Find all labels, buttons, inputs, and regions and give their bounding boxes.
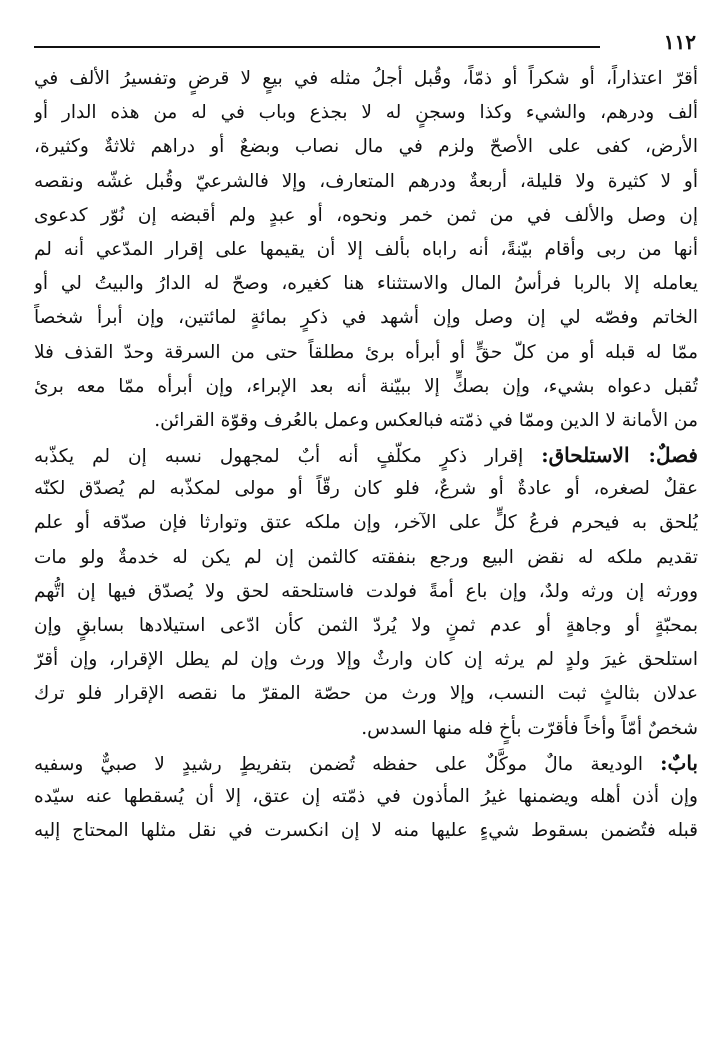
text-line: يُلحق به فيحرم فرعُ كلٍّ على الآخر، وإن ملكه عتق وتوارثا فإن صدّقه أو علم <box>34 512 698 534</box>
text-line <box>34 746 698 780</box>
text-line: أقرّ اعتذاراً، أو شكراً أو ذمّاً، وقُبل أجلُ مثله في بيعٍ لا قرضٍ وتفسيرُ الألف في <box>34 68 698 89</box>
text-line: عدلان بثالثٍ ثبت النسب، وإلا ورث من حصّة المقرّ ما نقصه الإقرار فلو ترك <box>34 683 698 705</box>
text-line <box>34 438 698 472</box>
text-line: من الأمانة لا الدين وممّا في ذمّته فبالعكس وعمل بالعُرف وقوّة القرائن. <box>154 409 698 431</box>
body-text <box>34 62 698 848</box>
text-span: الوديعة مالٌ موكَّلٌ على حفظه تُضمن بتفريطٍ رشيدٍ لا صبيٌّ وسفيه <box>34 753 643 775</box>
text-line: عقلٌ لصغره، أو عادةٌ أو شرعٌ، فلو كان رقّاً أو مولى لمكذّبه لم يُصدّق لكنّه <box>34 478 698 500</box>
text-line: بمحبّةٍ أو وجاهةٍ أو عدم ثمنٍ ولا يُردّ الثمن كأن ادّعى استيلادها بسابقٍ وإن <box>34 615 698 636</box>
text-line: تُقبل دعواه بشيء، وإن بصكٍّ إلا ببيّنة أنه بعد الإبراء، وإن أبرأه ممّا معه برئ <box>34 375 698 397</box>
text-line: الأرض، كفى على الأصحّ ولزم في مال نصاب وبضعٌ أو دراهم ثلاثةٌ وكثيرة، <box>34 136 698 158</box>
text-line: استلحق غيرَ ولدٍ لم يرثه إن كان وارثٌ وإلا ورث وإن لم يطل الإقرار، وإن أقرّ <box>34 649 698 671</box>
header-rule <box>34 46 600 48</box>
text-line: إن وصل والألف في من ثمن خمر ونحوه، أو عبدٍ ولم أقبضه إن نُوّر كدعوى <box>34 204 698 226</box>
text-line: الخاتم وفصّه لي إن وصل وإن أشهد في ذكرٍ بمائةٍ لمائتين، وإن أبرأ شخصاً <box>34 307 698 329</box>
text-line: أنها من ربى وأقام بيّنةً، أنه راباه بألف إلا أن يقيمها على إقرار المدّعي أنه لم <box>34 238 698 260</box>
text-line: شخصٌ أمّاً وأخاً فأقرّت بأخٍ فله منها السدس. <box>361 717 698 739</box>
text-line: ألف ودرهم، والشيء وكذا وسجنٍ له لا بجذع وباب في له من هذه الدار أو <box>34 102 698 124</box>
text-line: تقديم ملكه له نقض البيع ورجع بنفقته كالثمن إن لم يكن له خدمةٌ ولو مات <box>34 546 698 568</box>
chapter-heading: بابٌ: <box>660 750 698 775</box>
text-line: وورثه إن ورثه ولدٌ، وإن باع أمةً فولدت فاستلحقه لحق ولا يُصدّق فيها إن اتُّهم <box>34 580 698 602</box>
text-span: إقرار ذكرٍ مكلّفٍ أنه أبٌ لمجهول نسبه إن لم يكذّبه <box>34 446 524 468</box>
text-line: وإن أذن أهله ويضمنها غيرُ المأذون في ذمّته إن عتق، إلا أن يُسقطها عنه سيّده <box>34 785 698 807</box>
text-line: أو لا كثيرة ولا قليلة، أربعةٌ ودرهم المتعارف، وإلا فالشرعيّ وقُبل غشّه ونقصه <box>34 170 698 192</box>
section-heading: فصلٌ: الاستلحاق: <box>541 443 698 468</box>
text-line: يعامله إلا بالربا فرأسُ المال والاستثناء هنا كغيره، وصحّ له الدارُ والبيتُ لي أو <box>34 273 698 295</box>
page-number: ١١٢ <box>663 30 696 54</box>
text-line: ممّا له قبله أو من كلّ حقٍّ أو أبرأه برئ مطلقاً حتى من السرقة وحدّ القذف فلا <box>34 341 698 363</box>
text-line: قبله فتُضمن بسقوط شيءٍ عليها منه لا إن انكسرت في نقل مثلها المحتاج إليه <box>34 820 698 842</box>
